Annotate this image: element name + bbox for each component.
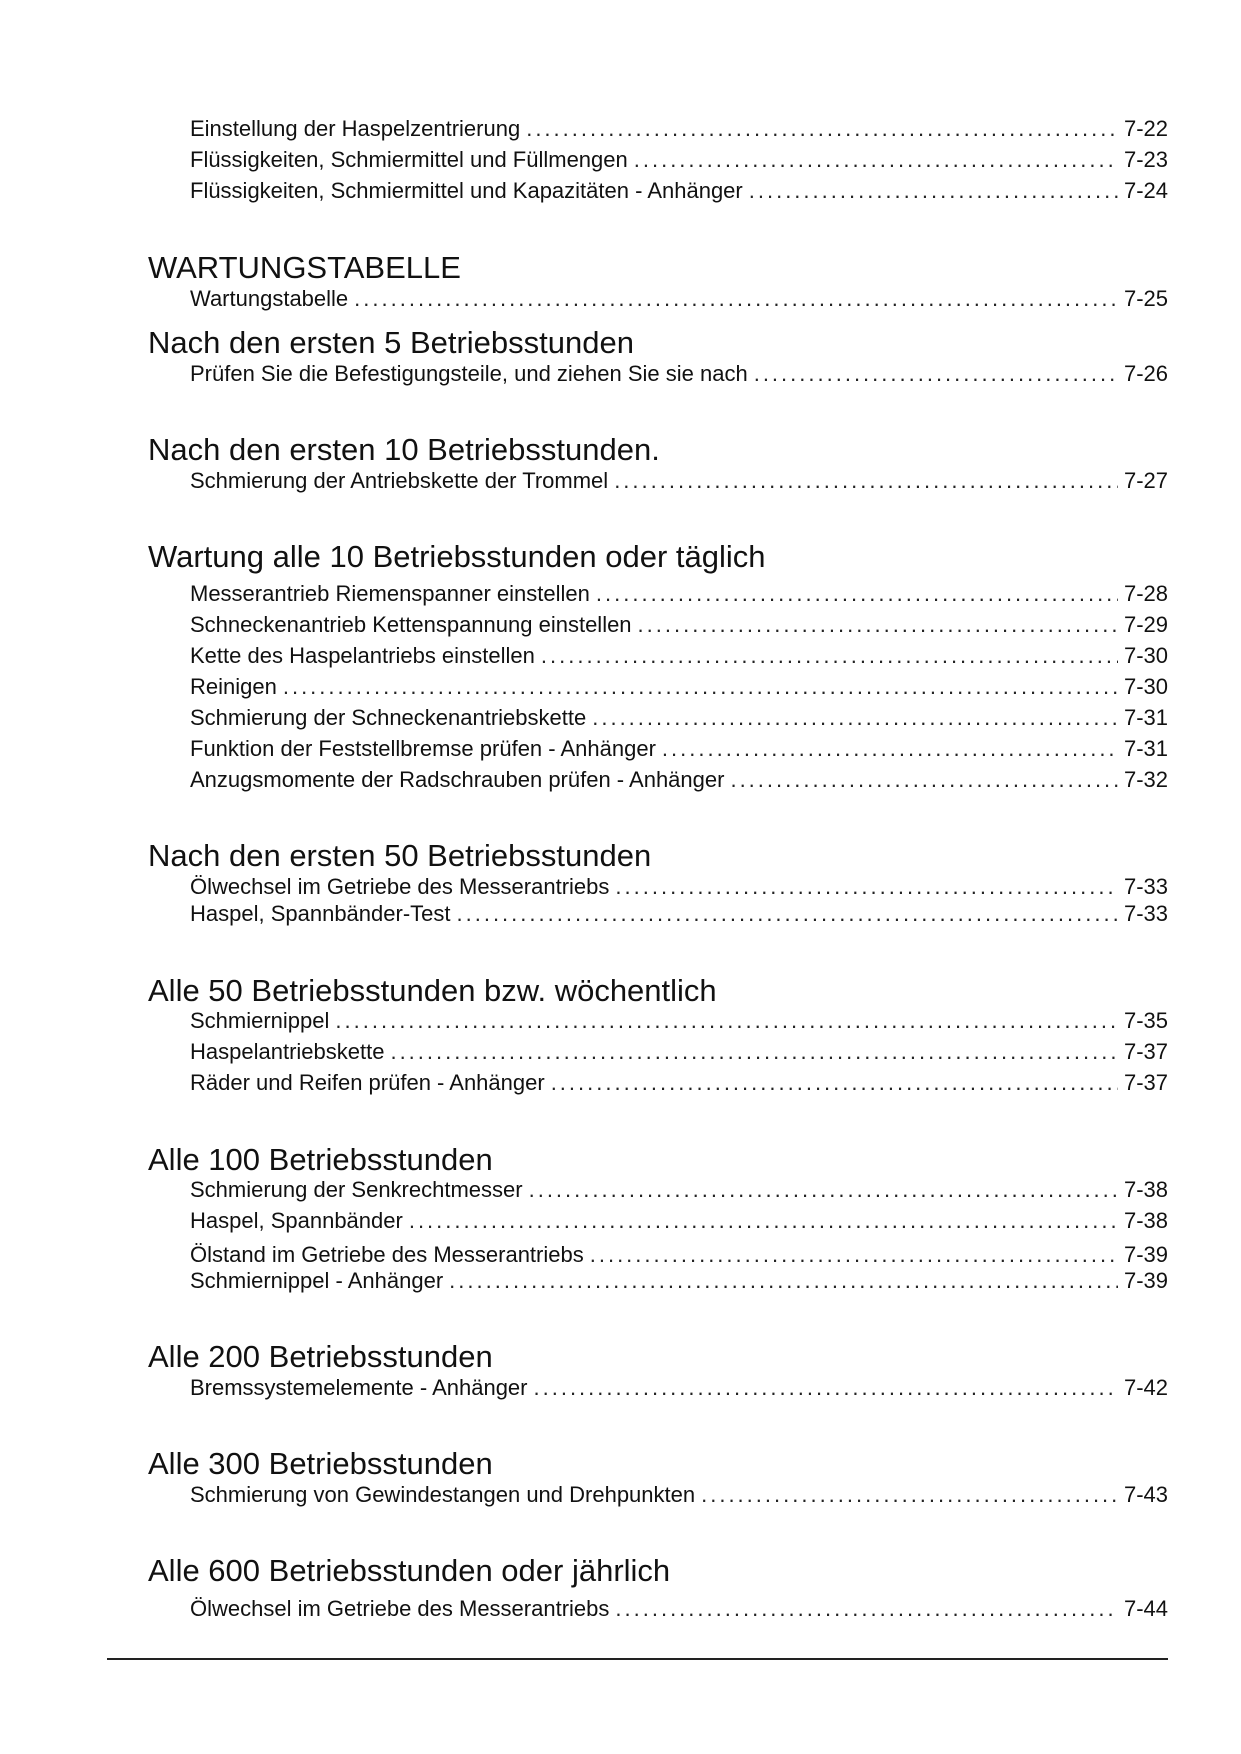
toc-leader-dots <box>638 612 1118 638</box>
toc-leader-dots <box>701 1482 1118 1508</box>
toc-entry-page: 7-39 <box>1123 1242 1168 1267</box>
toc-entry-title: Räder und Reifen prüfen - Anhänger <box>190 1070 545 1095</box>
toc-leader-dots <box>592 705 1118 731</box>
toc-entry[interactable] <box>190 1177 1168 1203</box>
toc-entry[interactable] <box>190 1208 1168 1234</box>
section-heading: Nach den ersten 10 Betriebsstunden. <box>148 432 660 467</box>
toc-entry[interactable] <box>190 736 1168 762</box>
toc-entry-page: 7-27 <box>1123 468 1168 493</box>
toc-entry-page: 7-33 <box>1123 901 1168 926</box>
toc-entry[interactable] <box>190 705 1168 731</box>
toc-leader-dots <box>449 1268 1118 1294</box>
toc-entry[interactable] <box>190 1070 1168 1096</box>
toc-entry[interactable] <box>190 874 1168 900</box>
toc-entry[interactable] <box>190 643 1168 669</box>
toc-leader-dots <box>634 147 1118 173</box>
toc-entry-page: 7-29 <box>1123 612 1168 637</box>
section-heading: Nach den ersten 50 Betriebsstunden <box>148 838 652 873</box>
toc-leader-dots <box>615 1596 1118 1622</box>
section-heading: Nach den ersten 5 Betriebsstunden <box>148 325 634 360</box>
toc-entry-page: 7-33 <box>1123 874 1168 899</box>
toc-entry-page: 7-28 <box>1123 581 1168 606</box>
toc-entry-title: Schmiernippel - Anhänger <box>190 1268 444 1293</box>
toc-entry-page: 7-38 <box>1123 1177 1168 1202</box>
toc-entry[interactable] <box>190 1268 1168 1294</box>
toc-entry-page: 7-32 <box>1123 767 1168 792</box>
toc-leader-dots <box>590 1242 1118 1268</box>
toc-entry-title: Flüssigkeiten, Schmiermittel und Kapazitäten - Anhänger <box>190 178 743 203</box>
section-heading: Alle 50 Betriebsstunden bzw. wöchentlich <box>148 973 717 1008</box>
toc-leader-dots <box>283 674 1118 700</box>
toc-leader-dots <box>526 116 1118 142</box>
toc-entry-page: 7-44 <box>1123 1596 1168 1621</box>
toc-entry-title: Prüfen Sie die Befestigungsteile, und ziehen Sie sie nach <box>190 361 748 386</box>
toc-entry-title: Kette des Haspelantriebs einstellen <box>190 643 535 668</box>
toc-entry-page: 7-25 <box>1123 286 1168 311</box>
toc-entry[interactable] <box>190 1242 1168 1268</box>
toc-entry-title: Schneckenantrieb Kettenspannung einstellen <box>190 612 632 637</box>
section-heading: Alle 100 Betriebsstunden <box>148 1142 493 1177</box>
toc-entry-title: Wartungstabelle <box>190 286 349 311</box>
toc-entry-page: 7-30 <box>1123 643 1168 668</box>
toc-entry-title: Haspel, Spannbänder <box>190 1208 403 1233</box>
toc-entry-page: 7-31 <box>1123 705 1168 730</box>
toc-entry-title: Bremssystemelemente - Anhänger <box>190 1375 528 1400</box>
toc-entry[interactable] <box>190 612 1168 638</box>
toc-leader-dots <box>596 581 1118 607</box>
toc-entry-title: Anzugsmomente der Radschrauben prüfen - Anhänger <box>190 767 725 792</box>
toc-entry[interactable] <box>190 581 1168 607</box>
toc-entry[interactable] <box>190 901 1168 927</box>
toc-entry[interactable] <box>190 468 1168 494</box>
toc-entry[interactable] <box>190 286 1168 312</box>
toc-entry-title: Messerantrieb Riemenspanner einstellen <box>190 581 590 606</box>
section-heading: Alle 300 Betriebsstunden <box>148 1446 493 1481</box>
toc-entry-title: Schmierung von Gewindestangen und Drehpunkten <box>190 1482 696 1507</box>
toc-leader-dots <box>529 1177 1118 1203</box>
toc-entry-page: 7-35 <box>1123 1008 1168 1033</box>
toc-entry-page: 7-22 <box>1123 116 1168 141</box>
toc-entry[interactable] <box>190 1375 1168 1401</box>
toc-entry-title: Reinigen <box>190 674 277 699</box>
toc-entry-title: Schmierung der Senkrechtmesser <box>190 1177 523 1202</box>
toc-leader-dots <box>730 767 1118 793</box>
toc-leader-dots <box>662 736 1118 762</box>
section-heading: Wartung alle 10 Betriebsstunden oder täglich <box>148 539 766 574</box>
toc-entry-page: 7-39 <box>1123 1268 1168 1293</box>
toc-entry[interactable] <box>190 147 1168 173</box>
toc-entry-title: Haspel, Spannbänder-Test <box>190 901 451 926</box>
toc-entry-page: 7-37 <box>1123 1039 1168 1064</box>
toc-leader-dots <box>390 1039 1118 1065</box>
toc-entry-title: Haspelantriebskette <box>190 1039 385 1064</box>
toc-leader-dots <box>409 1208 1118 1234</box>
toc-entry[interactable] <box>190 178 1168 204</box>
toc-entry-title: Schmierung der Antriebskette der Trommel <box>190 468 609 493</box>
toc-leader-dots <box>335 1008 1118 1034</box>
section-heading: WARTUNGSTABELLE <box>148 250 461 285</box>
toc-entry-page: 7-30 <box>1123 674 1168 699</box>
toc-entry-title: Ölstand im Getriebe des Messerantriebs <box>190 1242 584 1267</box>
toc-entry-page: 7-31 <box>1123 736 1168 761</box>
section-heading: Alle 600 Betriebsstunden oder jährlich <box>148 1553 671 1588</box>
toc-entry[interactable] <box>190 674 1168 700</box>
toc-leader-dots <box>354 286 1118 312</box>
toc-entry-title: Flüssigkeiten, Schmiermittel und Füllmengen <box>190 147 628 172</box>
toc-entry-page: 7-26 <box>1123 361 1168 386</box>
toc-leader-dots <box>541 643 1118 669</box>
toc-entry[interactable] <box>190 1482 1168 1508</box>
toc-entry-page: 7-42 <box>1123 1375 1168 1400</box>
toc-entry-title: Ölwechsel im Getriebe des Messerantriebs <box>190 1596 610 1621</box>
toc-entry-page: 7-38 <box>1123 1208 1168 1233</box>
toc-entry[interactable] <box>190 1039 1168 1065</box>
toc-entry[interactable] <box>190 1008 1168 1034</box>
toc-entry-title: Schmierung der Schneckenantriebskette <box>190 705 587 730</box>
toc-entry-title: Funktion der Feststellbremse prüfen - Anhänger <box>190 736 656 761</box>
toc-leader-dots <box>614 468 1118 494</box>
bottom-divider <box>107 1658 1168 1660</box>
toc-entry[interactable] <box>190 361 1168 387</box>
toc-leader-dots <box>534 1375 1118 1401</box>
toc-leader-dots <box>457 901 1118 927</box>
toc-entry[interactable] <box>190 1596 1168 1622</box>
toc-leader-dots <box>754 361 1118 387</box>
toc-entry[interactable] <box>190 767 1168 793</box>
toc-entry-page: 7-43 <box>1123 1482 1168 1507</box>
toc-entry-title: Ölwechsel im Getriebe des Messerantriebs <box>190 874 610 899</box>
toc-entry-title: Schmiernippel <box>190 1008 330 1033</box>
toc-leader-dots <box>615 874 1118 900</box>
toc-leader-dots <box>551 1070 1118 1096</box>
toc-entry-page: 7-24 <box>1123 178 1168 203</box>
toc-entry-page: 7-23 <box>1123 147 1168 172</box>
toc-leader-dots <box>749 178 1118 204</box>
toc-entry-page: 7-37 <box>1123 1070 1168 1095</box>
toc-entry[interactable] <box>190 116 1168 142</box>
toc-entry-title: Einstellung der Haspelzentrierung <box>190 116 521 141</box>
section-heading: Alle 200 Betriebsstunden <box>148 1339 493 1374</box>
